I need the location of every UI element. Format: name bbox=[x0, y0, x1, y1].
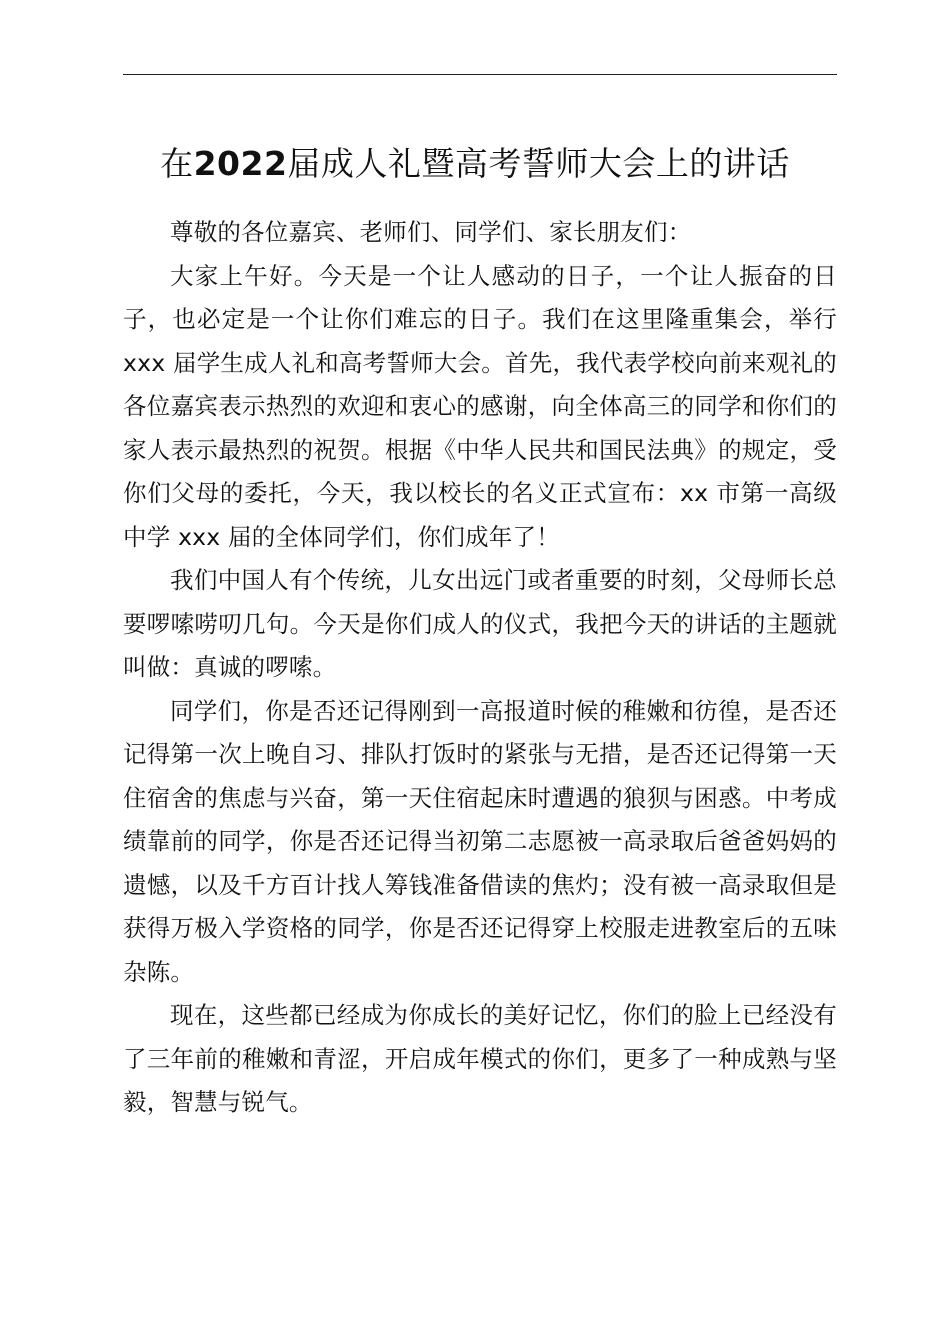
header-rule bbox=[123, 74, 837, 75]
title-prefix: 在 bbox=[160, 144, 194, 183]
paragraph-growth: 现在，这些都已经成为你成长的美好记忆，你们的脸上已经没有了三年前的稚嫩和青涩，开启成年模式的你们，更多了一种成熟与坚毅，智慧与锐气。 bbox=[123, 1001, 837, 1116]
speech-body bbox=[123, 211, 837, 1125]
paragraph-theme: 我们中国人有个传统，儿女出远门或者重要的时刻，父母师长总要啰嗦唠叨几句。今天是你们成人的仪式，我把今天的讲话的主题就叫做：真诚的啰嗦。 bbox=[123, 566, 837, 681]
paragraph-memories: 同学们，你是否还记得刚到一高报道时候的稚嫩和彷徨，是否还记得第一次上晚自习、排队打饭时的紧张与无措，是否还记得第一天住宿舍的焦虑与兴奋，第一天住宿起床时遭遇的狼狈与困惑。中考成绩靠前的同学，你是否还记得当初第二志愿被一高录取后爸爸妈妈的遗憾，以及千方百计找人筹钱准备借读的焦灼；没有被一高录取但是获得万极入学资格的同学，你是否还记得穿上校服走进教室后的五味杂陈。 bbox=[123, 696, 837, 986]
salutation: 尊敬的各位嘉宾、老师们、同学们、家长朋友们： bbox=[170, 218, 692, 246]
title-suffix: 届成人礼暨高考誓师大会上的讲话 bbox=[287, 144, 790, 183]
title-year: 2022 bbox=[193, 144, 288, 183]
paragraph-opening: 大家上午好。今天是一个让人感动的日子，一个让人振奋的日子，也必定是一个让你们难忘的日子。我们在这里隆重集会，举行 xxx 届学生成人礼和高考誓师大会。首先，我代表学校向前来观礼的各位嘉宾表示热烈的欢迎和衷心的感谢，向全体高三的同学和你们的家人表示最热烈的祝贺。根据《中华人民共和国民法典》的规定，受你们父母的委托，今天，我以校长的名义正式宣布：xx 市第一高级中学 xxx 届的全体同学们，你们成年了！ bbox=[123, 261, 837, 551]
page-title bbox=[0, 136, 950, 192]
